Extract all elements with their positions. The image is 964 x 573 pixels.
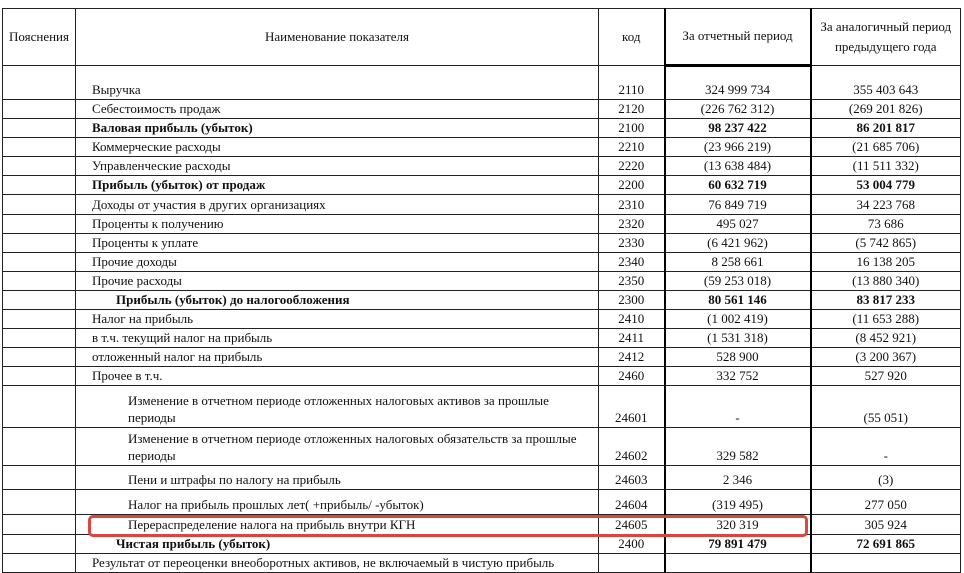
- indicator-code: [599, 554, 665, 573]
- notes-cell: [3, 291, 76, 310]
- table-row: [3, 176, 961, 195]
- notes-cell: [3, 386, 76, 428]
- current-period-value: (1 002 419): [665, 310, 811, 329]
- header-notes: Пояснения: [3, 9, 76, 66]
- indicator-name: Перераспределение налога на прибыль внутри КГН: [76, 515, 599, 535]
- notes-cell: [3, 310, 76, 329]
- previous-period-value: 16 138 205: [811, 253, 961, 272]
- indicator-name: Себестоимость продаж: [76, 100, 599, 119]
- table-row: [3, 272, 961, 291]
- current-period-value: 80 561 146: [665, 291, 811, 310]
- table-row: [3, 291, 961, 310]
- previous-period-value: (11 511 332): [811, 157, 961, 176]
- previous-period-value: 72 691 865: [811, 535, 961, 554]
- header-row: [3, 9, 961, 66]
- notes-cell: [3, 272, 76, 291]
- current-period-value: 8 258 661: [665, 253, 811, 272]
- indicator-code: 2320: [599, 215, 665, 234]
- indicator-name: Коммерческие расходы: [76, 138, 599, 157]
- notes-cell: [3, 367, 76, 386]
- indicator-name: Доходы от участия в других организациях: [76, 195, 599, 215]
- indicator-code: 2310: [599, 195, 665, 215]
- previous-period-value: 305 924: [811, 515, 961, 535]
- previous-period-value: 527 920: [811, 367, 961, 386]
- notes-cell: [3, 195, 76, 215]
- table-row: [3, 253, 961, 272]
- indicator-code: 24604: [599, 490, 665, 515]
- notes-cell: [3, 490, 76, 515]
- header-code: код: [599, 9, 665, 66]
- indicator-name: Результат от переоценки внеоборотных активов, не включаемый в чистую прибыль: [76, 554, 599, 573]
- previous-period-value: 355 403 643: [811, 66, 961, 100]
- notes-cell: [3, 466, 76, 490]
- notes-cell: [3, 428, 76, 466]
- table-row: [3, 215, 961, 234]
- indicator-code: 2410: [599, 310, 665, 329]
- current-period-value: 324 999 734: [665, 66, 811, 100]
- indicator-code: 2411: [599, 329, 665, 348]
- header-previous: За аналогичный период предыдущего года: [811, 9, 961, 66]
- current-period-value: (226 762 312): [665, 100, 811, 119]
- previous-period-value: (8 452 921): [811, 329, 961, 348]
- table-row: [3, 195, 961, 215]
- indicator-code: 2340: [599, 253, 665, 272]
- table-row: [3, 535, 961, 554]
- indicator-code: 24602: [599, 428, 665, 466]
- header-name: Наименование показателя: [76, 9, 599, 66]
- current-period-value: (13 638 484): [665, 157, 811, 176]
- current-period-value: (6 421 962): [665, 234, 811, 253]
- previous-period-value: 73 686: [811, 215, 961, 234]
- notes-cell: [3, 554, 76, 573]
- previous-period-value: 83 817 233: [811, 291, 961, 310]
- header-current: За отчетный период: [665, 9, 811, 66]
- previous-period-value: (3): [811, 466, 961, 490]
- indicator-name: Прибыль (убыток) от продаж: [76, 176, 599, 195]
- indicator-name: Прочие доходы: [76, 253, 599, 272]
- notes-cell: [3, 253, 76, 272]
- notes-cell: [3, 329, 76, 348]
- table-row: [3, 367, 961, 386]
- notes-cell: [3, 157, 76, 176]
- notes-cell: [3, 348, 76, 367]
- indicator-name: Чистая прибыль (убыток): [76, 535, 599, 554]
- indicator-name: в т.ч. текущий налог на прибыль: [76, 329, 599, 348]
- indicator-code: 2400: [599, 535, 665, 554]
- indicator-code: 2210: [599, 138, 665, 157]
- indicator-name: отложенный налог на прибыль: [76, 348, 599, 367]
- indicator-name: Выручка: [76, 66, 599, 100]
- indicator-code: 24601: [599, 386, 665, 428]
- indicator-code: 24603: [599, 466, 665, 490]
- previous-period-value: -: [811, 428, 961, 466]
- table-row: [3, 66, 961, 100]
- table-row: [3, 515, 961, 535]
- indicator-code: 2110: [599, 66, 665, 100]
- table-row: [3, 234, 961, 253]
- indicator-code: 2200: [599, 176, 665, 195]
- table-row: [3, 386, 961, 428]
- current-period-value: (23 966 219): [665, 138, 811, 157]
- indicator-name: Прочие расходы: [76, 272, 599, 291]
- previous-period-value: (5 742 865): [811, 234, 961, 253]
- indicator-name: Прочее в т.ч.: [76, 367, 599, 386]
- table-row: [3, 100, 961, 119]
- current-period-value: (59 253 018): [665, 272, 811, 291]
- table-row: [3, 157, 961, 176]
- notes-cell: [3, 515, 76, 535]
- indicator-name: Проценты к уплате: [76, 234, 599, 253]
- indicator-name: Изменение в отчетном периоде отложенных налоговых активов за прошлые периоды: [76, 386, 599, 428]
- previous-period-value: (269 201 826): [811, 100, 961, 119]
- indicator-name: Налог на прибыль прошлых лет( +прибыль/ -убыток): [76, 490, 599, 515]
- indicator-name: Налог на прибыль: [76, 310, 599, 329]
- table-row: [3, 310, 961, 329]
- indicator-name: Изменение в отчетном периоде отложенных налоговых обязательств за прошлые периоды: [76, 428, 599, 466]
- previous-period-value: 86 201 817: [811, 119, 961, 138]
- notes-cell: [3, 535, 76, 554]
- notes-cell: [3, 234, 76, 253]
- previous-period-value: [811, 554, 961, 573]
- indicator-name: Прибыль (убыток) до налогообложения: [76, 291, 599, 310]
- previous-period-value: (11 653 288): [811, 310, 961, 329]
- indicator-code: 24605: [599, 515, 665, 535]
- previous-period-value: 277 050: [811, 490, 961, 515]
- table-row: [3, 490, 961, 515]
- indicator-code: 2412: [599, 348, 665, 367]
- previous-period-value: 34 223 768: [811, 195, 961, 215]
- current-period-value: (319 495): [665, 490, 811, 515]
- current-period-value: 2 346: [665, 466, 811, 490]
- previous-period-value: (13 880 340): [811, 272, 961, 291]
- indicator-code: 2100: [599, 119, 665, 138]
- notes-cell: [3, 215, 76, 234]
- indicator-name: Пени и штрафы по налогу на прибыль: [76, 466, 599, 490]
- indicator-name: Валовая прибыль (убыток): [76, 119, 599, 138]
- indicator-code: 2300: [599, 291, 665, 310]
- current-period-value: 98 237 422: [665, 119, 811, 138]
- current-period-value: 329 582: [665, 428, 811, 466]
- table-row: [3, 329, 961, 348]
- current-period-value: 320 319: [665, 515, 811, 535]
- indicator-code: 2220: [599, 157, 665, 176]
- current-period-value: 495 027: [665, 215, 811, 234]
- current-period-value: 60 632 719: [665, 176, 811, 195]
- indicator-code: 2330: [599, 234, 665, 253]
- previous-period-value: (3 200 367): [811, 348, 961, 367]
- indicator-code: 2350: [599, 272, 665, 291]
- indicator-name: Проценты к получению: [76, 215, 599, 234]
- table-row: [3, 348, 961, 367]
- indicator-code: 2120: [599, 100, 665, 119]
- table-row: [3, 119, 961, 138]
- income-statement-table: [2, 8, 961, 573]
- current-period-value: [665, 554, 811, 573]
- table-row: [3, 138, 961, 157]
- table-row: [3, 554, 961, 573]
- previous-period-value: 53 004 779: [811, 176, 961, 195]
- notes-cell: [3, 119, 76, 138]
- notes-cell: [3, 100, 76, 119]
- current-period-value: 76 849 719: [665, 195, 811, 215]
- current-period-value: -: [665, 386, 811, 428]
- previous-period-value: (21 685 706): [811, 138, 961, 157]
- previous-period-value: (55 051): [811, 386, 961, 428]
- current-period-value: 79 891 479: [665, 535, 811, 554]
- current-period-value: 332 752: [665, 367, 811, 386]
- table-row: [3, 428, 961, 466]
- notes-cell: [3, 138, 76, 157]
- indicator-code: 2460: [599, 367, 665, 386]
- current-period-value: (1 531 318): [665, 329, 811, 348]
- table-row: [3, 466, 961, 490]
- notes-cell: [3, 176, 76, 195]
- current-period-value: 528 900: [665, 348, 811, 367]
- indicator-name: Управленческие расходы: [76, 157, 599, 176]
- notes-cell: [3, 66, 76, 100]
